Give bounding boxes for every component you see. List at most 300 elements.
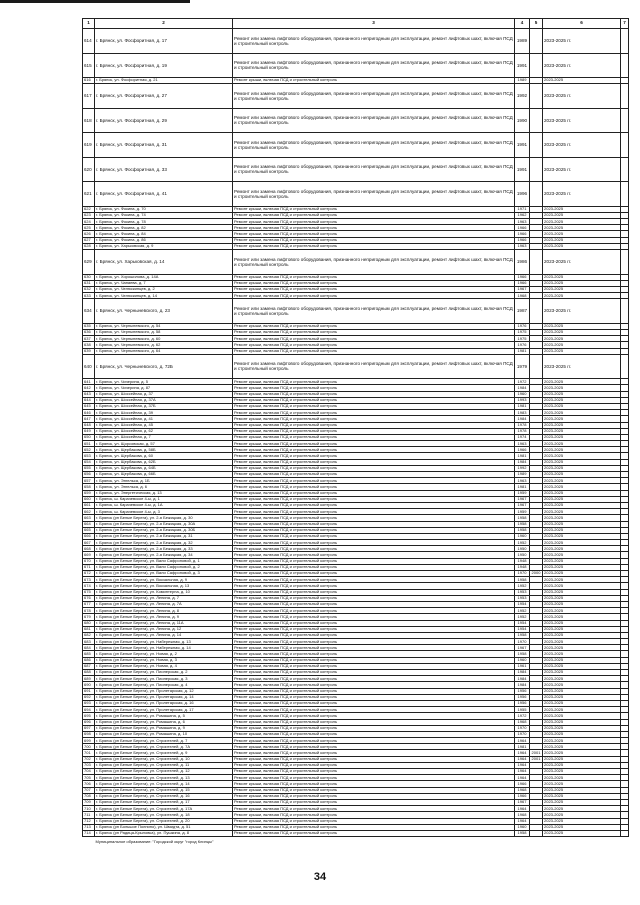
row-year-built: 1984 [515, 416, 530, 422]
row-period: 2023-2025 [543, 509, 621, 515]
row-address: г. Брянск (рп Белые Берега), ул. Ленина, д. 7А [95, 601, 233, 607]
row-work-type: Ремонт крыши, включая ПСД и строительный контроль [233, 700, 515, 706]
row-number: 618 [83, 108, 95, 133]
row-period: 2023-2025 [543, 280, 621, 286]
row-address: г. Брянск, ул. Фосфоритная, д. 19 [95, 53, 233, 78]
row-period: 2023-2025 [543, 583, 621, 589]
row-address: г. Брянск (рп Белые Берега), ул. Ленина, д. 8 [95, 608, 233, 614]
row-address: г. Брянск, ул. Фосфоритная, д. 29 [95, 108, 233, 133]
row-period: 2023-2025 [543, 453, 621, 459]
row-period: 2023-2025 [543, 769, 621, 775]
row-address: г. Брянск, ул. Хорошилова, д. 14А [95, 274, 233, 280]
row-work-type: Ремонт крыши, включая ПСД и строительный контроль [233, 274, 515, 280]
row-year-built: 1986 [515, 250, 530, 275]
row-year-built: 1970 [515, 571, 530, 577]
row-address: г. Брянск (рп Белые Берега), ул. Вокзальная, д. 9 [95, 577, 233, 583]
row-address: г. Брянск, ул. Шоссейная, д. 37Б [95, 403, 233, 409]
row-number: 624 [83, 219, 95, 225]
row-number: 616 [83, 78, 95, 84]
row-work-type: Ремонт крыши, включая ПСД и строительный контроль [233, 756, 515, 762]
row-address: г. Брянск, ул. Шоссейная, д. 7 [95, 434, 233, 440]
row-number: 686 [83, 657, 95, 663]
row-col-5: 2001 [530, 750, 543, 756]
row-number: 713 [83, 824, 95, 830]
row-work-type: Ремонт крыши, включая ПСД и строительный контроль [233, 416, 515, 422]
row-col-5 [530, 84, 543, 109]
row-period: 2023-2025 [543, 274, 621, 280]
row-address: г. Брянск, ул. Фокина, д. 82 [95, 225, 233, 231]
row-year-built: 1966 [515, 447, 530, 453]
row-address: г. Брянск (рп Белые Берега), ул. Ромашина, д. 10 [95, 731, 233, 737]
row-period: 2023-2025 [543, 558, 621, 564]
row-work-type: Ремонт крыши, включая ПСД и строительный контроль [233, 422, 515, 428]
row-work-type: Ремонт или замена лифтового оборудования, признанного непригодным для эксплуатации, ремонт лифтовых шахт, включая ПСД и строительный контроль [233, 84, 515, 109]
row-year-built: 1954 [515, 620, 530, 626]
row-period: 2023-2025 [543, 397, 621, 403]
row-period: 2023-2025 [543, 391, 621, 397]
row-period: 2023-2025 [543, 663, 621, 669]
row-col-7 [621, 84, 629, 109]
row-number: 647 [83, 416, 95, 422]
row-address: г. Брянск (рп Белые Берега), ул. Пионерская, д. 3 [95, 676, 233, 682]
row-work-type: Ремонт крыши, включая ПСД и строительный контроль [233, 583, 515, 589]
row-year-built: 1976 [515, 323, 530, 329]
row-number: 699 [83, 738, 95, 744]
row-address: г. Брянск (рп Белые Берега), ул. Строителей, д. 12 [95, 769, 233, 775]
row-col-7 [621, 182, 629, 207]
row-work-type: Ремонт крыши, включая ПСД и строительный контроль [233, 459, 515, 465]
scan-edge-bar [0, 0, 190, 3]
row-period: 2023-2025 [543, 329, 621, 335]
row-period: 2023-2025 гг. [543, 108, 621, 133]
row-number: 664 [83, 521, 95, 527]
row-address: г. Брянск (рп Белые Берега), ул. Строителей, д. 20 [95, 818, 233, 824]
row-year-built: 1967 [515, 645, 530, 651]
row-period: 2023-2025 [543, 231, 621, 237]
row-year-built: 1954 [515, 601, 530, 607]
row-year-built: 1963 [515, 478, 530, 484]
row-address: г. Брянск (рп Радица-Крыловка), ул. Пушкина, д. 8 [95, 830, 233, 836]
row-period: 2023-2025 [543, 830, 621, 836]
row-year-built: 1979 [515, 354, 530, 379]
row-period: 2023-2025 [543, 632, 621, 638]
row-period: 2023-2025 [543, 484, 621, 490]
header-col-1: 1 [83, 19, 95, 29]
row-year-built: 1966 [515, 237, 530, 243]
row-address: г. Брянск (рп Белые Берега), ул. Набережная, д. 14 [95, 645, 233, 651]
row-year-built: 1983 [515, 410, 530, 416]
row-period: 2023-2025 [543, 286, 621, 292]
row-work-type: Ремонт крыши, включая ПСД и строительный контроль [233, 694, 515, 700]
table-row [83, 299, 629, 324]
row-work-type: Ремонт крыши, включая ПСД и строительный контроль [233, 614, 515, 620]
row-period: 2023-2025 [543, 639, 621, 645]
row-period: 2023-2025 [543, 676, 621, 682]
row-year-built: 1972 [515, 713, 530, 719]
row-number: 698 [83, 731, 95, 737]
row-year-built: 1953 [515, 595, 530, 601]
row-period: 2023-2025 [543, 521, 621, 527]
row-work-type: Ремонт крыши, включая ПСД и строительный контроль [233, 527, 515, 533]
page-number: 34 [313, 871, 327, 883]
row-work-type: Ремонт крыши, включая ПСД и строительный контроль [233, 515, 515, 521]
row-period: 2023-2025 [543, 577, 621, 583]
row-period: 2023-2025 [543, 336, 621, 342]
row-year-built: 1991 [515, 133, 530, 158]
row-period: 2023-2025 гг. [543, 182, 621, 207]
row-work-type: Ремонт крыши, включая ПСД и строительный контроль [233, 830, 515, 836]
row-address: г. Брянск (рп Белые Берега), ул. Вали Сафроновой, д. 1 [95, 558, 233, 564]
row-work-type: Ремонт крыши, включая ПСД и строительный контроль [233, 293, 515, 299]
row-work-type: Ремонт крыши, включая ПСД и строительный контроль [233, 806, 515, 812]
row-period: 2023-2025 [543, 385, 621, 391]
row-address: г. Брянск (рп Белые Берега), ул. Ромашина, д. 6 [95, 719, 233, 725]
row-period: 2023-2025 [543, 750, 621, 756]
row-col-5: 2001 [530, 756, 543, 762]
row-number: 662 [83, 509, 95, 515]
row-work-type: Ремонт крыши, включая ПСД и строительный контроль [233, 434, 515, 440]
row-period: 2023-2025 [543, 670, 621, 676]
row-number: 633 [83, 293, 95, 299]
row-period: 2023-2025 [543, 707, 621, 713]
row-period: 2023-2025 [543, 601, 621, 607]
row-number: 617 [83, 84, 95, 109]
row-work-type: Ремонт или замена лифтового оборудования, признанного непригодным для эксплуатации, ремонт лифтовых шахт, включая ПСД и строительный контроль [233, 157, 515, 182]
row-year-built: 1970 [515, 731, 530, 737]
row-period: 2023-2025 гг. [543, 53, 621, 78]
row-work-type: Ремонт крыши, включая ПСД и строительный контроль [233, 231, 515, 237]
row-year-built: 1964 [515, 750, 530, 756]
row-number: 711 [83, 812, 95, 818]
row-number: 695 [83, 713, 95, 719]
row-address: г. Брянск, ул. Черныневского, д. 23 [95, 299, 233, 324]
row-year-built: 1964 [515, 756, 530, 762]
row-number: 636 [83, 329, 95, 335]
row-work-type: Ремонт крыши, включая ПСД и строительный контроль [233, 731, 515, 737]
row-work-type: Ремонт крыши, включая ПСД и строительный контроль [233, 738, 515, 744]
row-number: 661 [83, 502, 95, 508]
row-work-type: Ремонт крыши, включая ПСД и строительный контроль [233, 237, 515, 243]
row-address: г. Брянск (рп Белые Берега), ул. Ленина, д. 9 [95, 614, 233, 620]
row-col-7 [621, 29, 629, 54]
row-address: г. Брянск, ш. Карачевское 4-ы, д. 3 [95, 509, 233, 515]
row-year-built: 1963 [515, 219, 530, 225]
row-period: 2023-2025 гг. [543, 354, 621, 379]
row-year-built: 1972 [515, 379, 530, 385]
row-number: 678 [83, 608, 95, 614]
row-period: 2023-2025 [543, 428, 621, 434]
row-number: 650 [83, 434, 95, 440]
repair-schedule-table [82, 18, 629, 846]
row-address: г. Брянск, ул. Шоссейная, д. 45 [95, 422, 233, 428]
row-address: г. Брянск, ул. Харьковская, д. 9 [95, 243, 233, 249]
row-year-built: 1962 [515, 212, 530, 218]
row-year-built: 1990 [515, 108, 530, 133]
row-address: г. Брянск (рп Белые Берега), ул. 2-я Бежицкая, д. 31 [95, 533, 233, 539]
row-number: 707 [83, 787, 95, 793]
row-address: г. Брянск, ул. Чичерина, д. 87 [95, 385, 233, 391]
row-period: 2023-2025 [543, 756, 621, 762]
row-address: г. Брянск (рп Белые Берега), ул. Строителей, д. 14 [95, 781, 233, 787]
row-year-built: 1978 [515, 422, 530, 428]
row-year-built: 1971 [515, 206, 530, 212]
row-work-type: Ремонт крыши, включая ПСД и строительный контроль [233, 212, 515, 218]
row-year-built: 1952 [515, 614, 530, 620]
row-work-type: Ремонт крыши, включая ПСД и строительный контроль [233, 663, 515, 669]
row-number: 635 [83, 323, 95, 329]
row-year-built: 1987 [515, 299, 530, 324]
row-number: 623 [83, 212, 95, 218]
row-work-type: Ремонт крыши, включая ПСД и строительный контроль [233, 78, 515, 84]
row-work-type: Ремонт крыши, включая ПСД и строительный контроль [233, 472, 515, 478]
row-period: 2023-2025 [543, 781, 621, 787]
row-number: 656 [83, 472, 95, 478]
row-year-built: 1984 [515, 385, 530, 391]
row-period: 2023-2025 [543, 219, 621, 225]
row-year-built: 1978 [515, 428, 530, 434]
row-year-built: 1958 [515, 515, 530, 521]
row-address: г. Брянск, ул. Шоссейная, д. 39 [95, 410, 233, 416]
row-period: 2023-2025 [543, 540, 621, 546]
row-work-type: Ремонт крыши, включая ПСД и строительный контроль [233, 465, 515, 471]
row-work-type: Ремонт крыши, включая ПСД и строительный контроль [233, 329, 515, 335]
row-period: 2023-2025 [543, 459, 621, 465]
row-address: г. Брянск, ул. Шоссейная, д. 62 [95, 428, 233, 434]
header-col-3: 3 [233, 19, 515, 29]
row-year-built: 1974 [515, 434, 530, 440]
row-year-built: 1950 [515, 552, 530, 558]
row-period: 2023-2025 [543, 738, 621, 744]
row-address: г. Брянск, ул. Шоссейная, д. 41 [95, 416, 233, 422]
row-period: 2023-2025 гг. [543, 250, 621, 275]
row-work-type: Ремонт крыши, включая ПСД и строительный контроль [233, 769, 515, 775]
row-number: 684 [83, 645, 95, 651]
row-number: 621 [83, 182, 95, 207]
row-year-built: 1967 [515, 286, 530, 292]
row-work-type: Ремонт крыши, включая ПСД и строительный контроль [233, 595, 515, 601]
row-number: 622 [83, 206, 95, 212]
row-period: 2023-2025 [543, 206, 621, 212]
row-year-built: 1958 [515, 651, 530, 657]
footer-blank-5 [530, 837, 543, 847]
row-work-type: Ремонт крыши, включая ПСД и строительный контроль [233, 645, 515, 651]
row-work-type: Ремонт крыши, включая ПСД и строительный контроль [233, 812, 515, 818]
row-year-built: 1964 [515, 769, 530, 775]
row-year-built: 1952 [515, 583, 530, 589]
row-number: 687 [83, 663, 95, 669]
row-number: 615 [83, 53, 95, 78]
row-number: 670 [83, 558, 95, 564]
row-year-built: 1984 [515, 459, 530, 465]
row-work-type: Ремонт или замена лифтового оборудования, признанного непригодным для эксплуатации, ремонт лифтовых шахт, включая ПСД и строительный контроль [233, 29, 515, 54]
row-number: 714 [83, 830, 95, 836]
row-number: 676 [83, 595, 95, 601]
row-address: г. Брянск (рп Белые Берега), ул. Вали Сафроновой, д. 2 [95, 564, 233, 570]
row-period: 2023-2025 [543, 527, 621, 533]
row-work-type: Ремонт крыши, включая ПСД и строительный контроль [233, 719, 515, 725]
row-year-built: 1966 [515, 781, 530, 787]
row-number: 644 [83, 397, 95, 403]
row-work-type: Ремонт крыши, включая ПСД и строительный контроль [233, 342, 515, 348]
row-number: 646 [83, 410, 95, 416]
row-work-type: Ремонт крыши, включая ПСД и строительный контроль [233, 651, 515, 657]
table-row [83, 157, 629, 182]
row-work-type: Ремонт крыши, включая ПСД и строительный контроль [233, 657, 515, 663]
row-number: 640 [83, 354, 95, 379]
row-address: г. Брянск (рп Белые Берега), ул. Строителей, д. 18 [95, 812, 233, 818]
row-work-type: Ремонт крыши, включая ПСД и строительный контроль [233, 502, 515, 508]
row-year-built: 1964 [515, 762, 530, 768]
row-address: г. Брянск (рп Белые Берега), ул. Пионерская, д. 4 [95, 682, 233, 688]
row-number: 626 [83, 231, 95, 237]
row-address: г. Брянск (рп Белые Берега), ул. Строителей, д. 15 [95, 787, 233, 793]
row-work-type: Ремонт крыши, включая ПСД и строительный контроль [233, 750, 515, 756]
row-period: 2023-2025 [543, 700, 621, 706]
row-number: 659 [83, 490, 95, 496]
row-period: 2023-2025 гг. [543, 133, 621, 158]
row-work-type: Ремонт крыши, включая ПСД и строительный контроль [233, 775, 515, 781]
row-number: 693 [83, 700, 95, 706]
row-period: 2023-2025 [543, 342, 621, 348]
row-work-type: Ремонт крыши, включая ПСД и строительный контроль [233, 787, 515, 793]
row-address: г. Брянск, ул. Шоссейная, д. 37А [95, 397, 233, 403]
row-number: 690 [83, 682, 95, 688]
row-year-built: 1948 [515, 558, 530, 564]
row-period: 2023-2025 [543, 620, 621, 626]
row-col-7 [621, 250, 629, 275]
row-work-type: Ремонт крыши, включая ПСД и строительный контроль [233, 280, 515, 286]
row-work-type: Ремонт крыши, включая ПСД и строительный контроль [233, 225, 515, 231]
row-address: г. Брянск (рп Белые Берега), ул. Вокзальная, д. 13 [95, 583, 233, 589]
row-col-7 [621, 354, 629, 379]
row-year-built: 1991 [515, 53, 530, 78]
row-address: г. Брянск, ш. Карачевское 4-ы, д. 1А [95, 502, 233, 508]
row-year-built: 1961 [515, 663, 530, 669]
row-year-built: 1970 [515, 639, 530, 645]
row-number: 697 [83, 725, 95, 731]
row-number: 620 [83, 157, 95, 182]
row-work-type: Ремонт крыши, включая ПСД и строительный контроль [233, 632, 515, 638]
row-period: 2023-2025 [543, 651, 621, 657]
row-number: 619 [83, 133, 95, 158]
row-address: г. Брянск, ул. Щорсовская, д. 57 [95, 441, 233, 447]
row-number: 683 [83, 639, 95, 645]
header-col-6: 6 [543, 19, 621, 29]
row-address: г. Брянск, ул. Фосфоритная, д. 21 [95, 78, 233, 84]
row-year-built: 1964 [515, 818, 530, 824]
row-address: г. Брянск (рп Белые Берега), ул. 2-я Бежицкая, д. 30А [95, 521, 233, 527]
table-row [83, 182, 629, 207]
row-year-built: 1956 [515, 694, 530, 700]
row-number: 649 [83, 428, 95, 434]
row-number: 674 [83, 583, 95, 589]
row-address: г. Брянск (рп Белые Берега), ул. Строителей, д. 17А [95, 806, 233, 812]
row-year-built: 1958 [515, 632, 530, 638]
row-year-built: 1966 [515, 231, 530, 237]
row-address: г. Брянск (рп Белые Берега), ул. Вали Сафроновой, д. 3 [95, 571, 233, 577]
row-work-type: Ремонт крыши, включая ПСД и строительный контроль [233, 620, 515, 626]
row-work-type: Ремонт крыши, включая ПСД и строительный контроль [233, 521, 515, 527]
row-number: 673 [83, 577, 95, 583]
row-year-built: 1967 [515, 496, 530, 502]
row-address: г. Брянск (рп Белые Берега), ул. Пролетарская, д. 14 [95, 694, 233, 700]
row-number: 641 [83, 379, 95, 385]
row-period: 2023-2025 [543, 614, 621, 620]
row-address: г. Брянск, ул. Черныневского, д. 62 [95, 342, 233, 348]
row-number: 675 [83, 589, 95, 595]
row-period: 2023-2025 гг. [543, 299, 621, 324]
row-address: г. Брянск (рп Белые Берега), ул. Строителей, д. 16 [95, 793, 233, 799]
row-work-type: Ремонт крыши, включая ПСД и строительный контроль [233, 781, 515, 787]
row-year-built: 1958 [515, 527, 530, 533]
row-address: г. Брянск, ул. Щербакова, д. 60 [95, 453, 233, 459]
municipality-label: Муниципальное образование: "Городской округ "город Клинцы" [95, 837, 233, 847]
row-work-type: Ремонт крыши, включая ПСД и строительный контроль [233, 558, 515, 564]
row-number: 657 [83, 478, 95, 484]
row-year-built: 1966 [515, 793, 530, 799]
row-address: г. Брянск (рп Большое Полпино), ул. Шмидта, д. 51 [95, 824, 233, 830]
row-number: 689 [83, 676, 95, 682]
row-number: 628 [83, 243, 95, 249]
row-year-built: 1968 [515, 787, 530, 793]
row-year-built: 1966 [515, 274, 530, 280]
row-address: г. Брянск (рп Белые Берега), ул. Строителей, д. 7 [95, 738, 233, 744]
row-period: 2023-2025 [543, 416, 621, 422]
row-col-5 [530, 182, 543, 207]
row-period: 2023-2025 [543, 719, 621, 725]
row-year-built: 1991 [515, 157, 530, 182]
row-address: г. Брянск, ул. Фокина, д. 86 [95, 237, 233, 243]
row-work-type: Ремонт крыши, включая ПСД и строительный контроль [233, 391, 515, 397]
row-number: 682 [83, 632, 95, 638]
row-work-type: Ремонт крыши, включая ПСД и строительный контроль [233, 403, 515, 409]
row-work-type: Ремонт крыши, включая ПСД и строительный контроль [233, 552, 515, 558]
row-work-type: Ремонт крыши, включая ПСД и строительный контроль [233, 725, 515, 731]
row-period: 2023-2025 [543, 824, 621, 830]
row-year-built: 1984 [515, 682, 530, 688]
row-period: 2023-2025 [543, 465, 621, 471]
row-number: 631 [83, 280, 95, 286]
row-work-type: Ремонт крыши, включая ПСД и строительный контроль [233, 639, 515, 645]
row-work-type: Ремонт крыши, включая ПСД и строительный контроль [233, 762, 515, 768]
row-address: г. Брянск (рп Белые Берега), ул. Ленина, д. 12 [95, 626, 233, 632]
row-address: г. Брянск (рп Белые Берега), ул. Ромашина, д. 5 [95, 713, 233, 719]
row-col-7 [621, 157, 629, 182]
row-address: г. Брянск, ул. Энергетическая, д. 13 [95, 490, 233, 496]
row-year-built: 1992 [515, 465, 530, 471]
row-year-built: 1956 [515, 700, 530, 706]
row-period: 2023-2025 [543, 546, 621, 552]
row-address: г. Брянск (рп Белые Берега), ул. Строителей, д. 10 [95, 756, 233, 762]
row-period: 2023-2025 [543, 502, 621, 508]
row-number: 663 [83, 515, 95, 521]
row-address: г. Брянск, ул. Черныневского, д. 72Б [95, 354, 233, 379]
row-number: 709 [83, 799, 95, 805]
row-number: 679 [83, 614, 95, 620]
row-work-type: Ремонт крыши, включая ПСД и строительный контроль [233, 626, 515, 632]
row-period: 2023-2025 [543, 589, 621, 595]
row-address: г. Брянск, ул. Щербакова, д. 62Б [95, 459, 233, 465]
row-work-type: Ремонт крыши, включая ПСД и строительный контроль [233, 397, 515, 403]
row-period: 2023-2025 [543, 434, 621, 440]
row-address: г. Брянск (рп Белые Берега), ул. Строителей, д. 7А [95, 744, 233, 750]
row-period: 2023-2025 [543, 237, 621, 243]
row-address: г. Брянск (рп Белые Берега), ул. Строителей, д. 13 [95, 775, 233, 781]
row-period: 2023-2025 [543, 348, 621, 354]
row-work-type: Ремонт крыши, включая ПСД и строительный контроль [233, 608, 515, 614]
row-col-5 [530, 250, 543, 275]
row-year-built: 1989 [515, 29, 530, 54]
